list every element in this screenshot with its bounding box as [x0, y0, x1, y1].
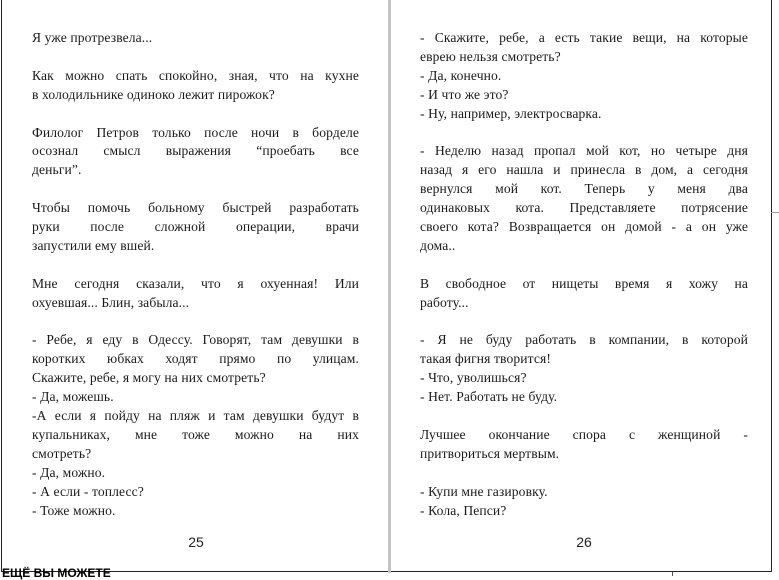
left-page [2, 0, 388, 572]
text-line: - Да, конечно. [420, 67, 502, 83]
paragraph [32, 124, 359, 181]
text-line: - Купи мне газировку. [420, 483, 548, 499]
text-line: еврею нельзя смотреть? [420, 48, 561, 64]
text-line: работу... [420, 294, 469, 310]
text-line: - Ребе, я еду в Одессу. Говорят, там девушки в [32, 332, 359, 348]
text-line: деньги”. [32, 162, 82, 178]
text-line: своего кота? Возвращается он домой - а он уже [420, 219, 748, 235]
text-line: запустили ему вшей. [32, 237, 155, 253]
text-line: - И что же это? [420, 86, 509, 102]
left-page-text [32, 29, 359, 520]
text-line: коротких юбках ходят прямо по улицам. [32, 351, 359, 367]
right-page [391, 0, 774, 572]
text-line: дома.. [420, 237, 456, 253]
text-line: - Кола, Пепси? [420, 502, 507, 518]
page-number: 25 [188, 534, 204, 550]
paragraph [32, 331, 359, 520]
text-line: - Я не буду работать в компании, в которой [420, 332, 748, 348]
text-line: смотреть? [32, 445, 92, 461]
paragraph [420, 331, 748, 407]
text-line: - Скажите, ребе, а есть такие вещи, на которые [420, 30, 748, 45]
text-line: Как можно спать спокойно, зная, что на кухне [32, 67, 359, 83]
text-line: Я уже протрезвела... [32, 30, 153, 45]
cropped-text: ЕЩЁ ВЫ МОЖЕТЕ [2, 566, 111, 580]
cropped-text-fragment [2, 566, 126, 580]
paragraph [420, 29, 748, 124]
paragraph [32, 199, 359, 256]
text-line: -А если я пойду на пляж и там девушки будут в [32, 408, 359, 424]
edge-mark [672, 572, 673, 576]
paragraph [32, 29, 359, 48]
text-line: - Тоже можно. [32, 502, 116, 518]
text-line: - А если - топлесс? [32, 483, 144, 499]
text-line: Лучшее окончание спора с женщиной - [420, 426, 748, 442]
text-line: В свободное от нищеты время я хожу на [420, 275, 748, 291]
text-line: одинаковых кота. Представляете потрясение [420, 200, 748, 216]
text-line: вернулся мой кот. Теперь у меня два [420, 181, 748, 197]
text-line: - Что, уволишься? [420, 370, 527, 386]
text-line: Скажите, ребе, я могу на них смотреть? [32, 370, 266, 386]
text-line: назад я его нашла и принесла в дом, а сегодня [420, 162, 748, 178]
text-line: Филолог Петров только после ночи в борделе [32, 124, 359, 140]
text-line: охуевшая... Блин, забыла... [32, 294, 190, 310]
text-line: притвориться мертвым. [420, 445, 560, 461]
right-page-text [420, 29, 748, 520]
paragraph [32, 275, 359, 313]
text-line: - Ну, например, электросварка. [420, 105, 602, 121]
paragraph [420, 426, 748, 464]
paragraph [420, 142, 748, 255]
paragraph [420, 483, 748, 521]
text-line: Мне сегодня сказали, что я охуенная! Или [32, 275, 359, 291]
text-line: такая фигня творится! [420, 351, 551, 367]
paragraph [420, 275, 748, 313]
text-line: - Нет. Работать не буду. [420, 389, 558, 405]
text-line: - Неделю назад пропал мой кот, но четыре дня [420, 143, 748, 159]
edge-mark [771, 212, 779, 213]
page-number: 26 [576, 534, 592, 550]
text-line: Чтобы помочь больному быстрей разработать [32, 200, 359, 216]
text-line: руки после сложной операции, врачи [32, 219, 359, 235]
paragraph [32, 67, 359, 105]
text-line: в холодильнике одиноко лежит пирожок? [32, 86, 275, 102]
text-line: - Да, можно. [32, 464, 106, 480]
text-line: - Да, можешь. [32, 389, 114, 405]
book-spread [1, 0, 772, 572]
text-line: купальниках, мне тоже можно на них [32, 426, 359, 442]
text-line: осознал смысл выражения “проебать все [32, 143, 359, 159]
